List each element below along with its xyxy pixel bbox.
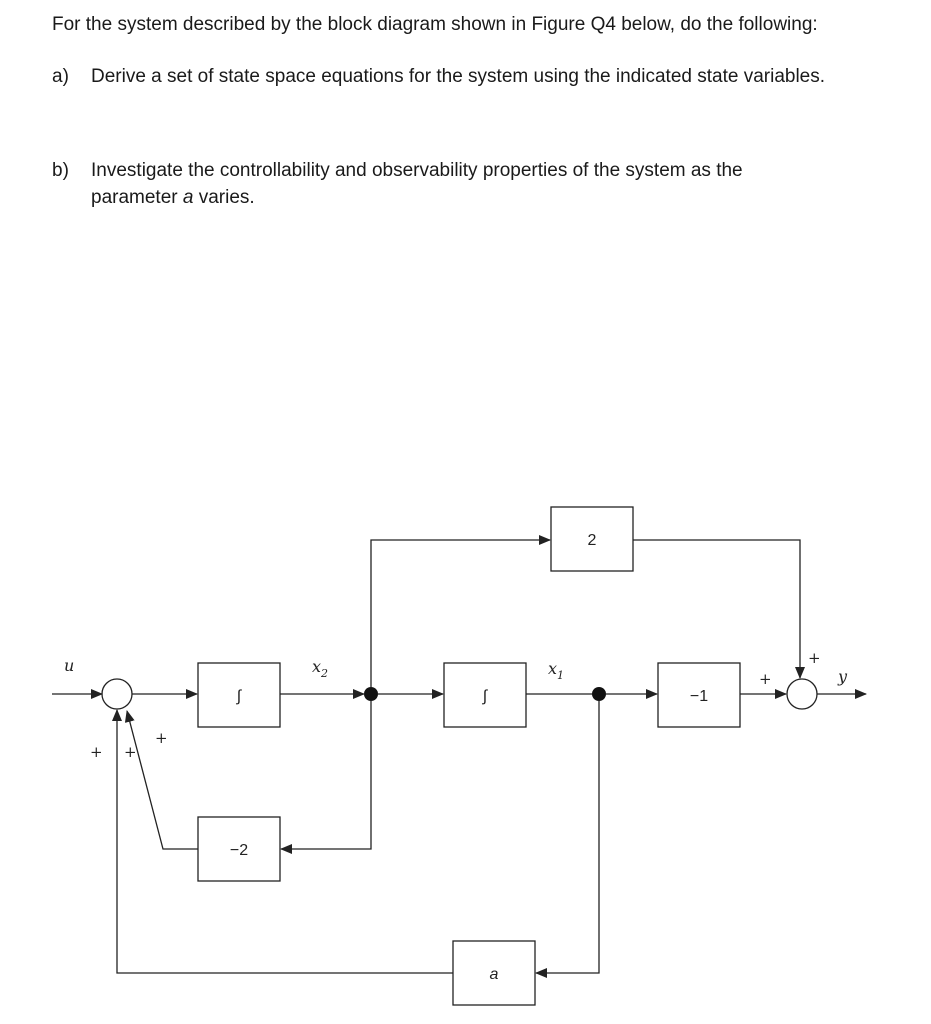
- wire-x1-to-gain-a: [536, 701, 599, 973]
- output-signal-label: y: [838, 667, 848, 686]
- part-b-text-line1: Investigate the controllability and observability properties of the system as the: [91, 160, 743, 181]
- sum-sign-inner-feedback: +: [155, 729, 168, 747]
- wire-x2-to-gain-minus2: [281, 701, 371, 849]
- state-x1-base: x: [548, 659, 558, 678]
- state-x2-subscript: 2: [321, 667, 329, 680]
- sum-sign-output-left: +: [759, 670, 772, 688]
- parameter-a-variable: a: [182, 187, 194, 208]
- gain-block-2-label: 2: [587, 532, 597, 549]
- part-a-label: a): [52, 66, 69, 87]
- part-b-text-pre: parameter: [91, 187, 183, 208]
- state-x2-label: [312, 657, 328, 680]
- question-intro: For the system described by the block diagram shown in Figure Q4 below, do the following:: [52, 14, 818, 35]
- state-x1-subscript: 1: [557, 669, 565, 682]
- summing-junction-input: [102, 679, 132, 709]
- integrator-block-2-label: ∫: [482, 688, 488, 705]
- state-x1-label: [548, 659, 564, 682]
- wire-gain2-to-output-sum: [633, 540, 800, 678]
- state-x2-base: x: [312, 657, 322, 676]
- gain-block-a-label: a: [489, 966, 499, 983]
- sum-sign-output-top: +: [808, 649, 821, 667]
- gain-block-minus2-label: −2: [229, 842, 249, 859]
- part-b-text-post: varies.: [193, 187, 255, 208]
- gain-block-minus1-label: −1: [689, 688, 709, 705]
- part-a-text: Derive a set of state space equations for the system using the indicated state variables.: [91, 66, 826, 87]
- pickoff-x2: [364, 687, 378, 701]
- summing-junction-output: [787, 679, 817, 709]
- sum-sign-outer-feedback: +: [124, 743, 137, 761]
- part-b-label: b): [52, 160, 69, 181]
- integrator-block-1-label: ∫: [236, 688, 242, 705]
- input-signal-label: u: [64, 656, 75, 675]
- sum-sign-u: +: [90, 743, 103, 761]
- wire-gain-a-to-sum: [117, 710, 453, 973]
- pickoff-x1: [592, 687, 606, 701]
